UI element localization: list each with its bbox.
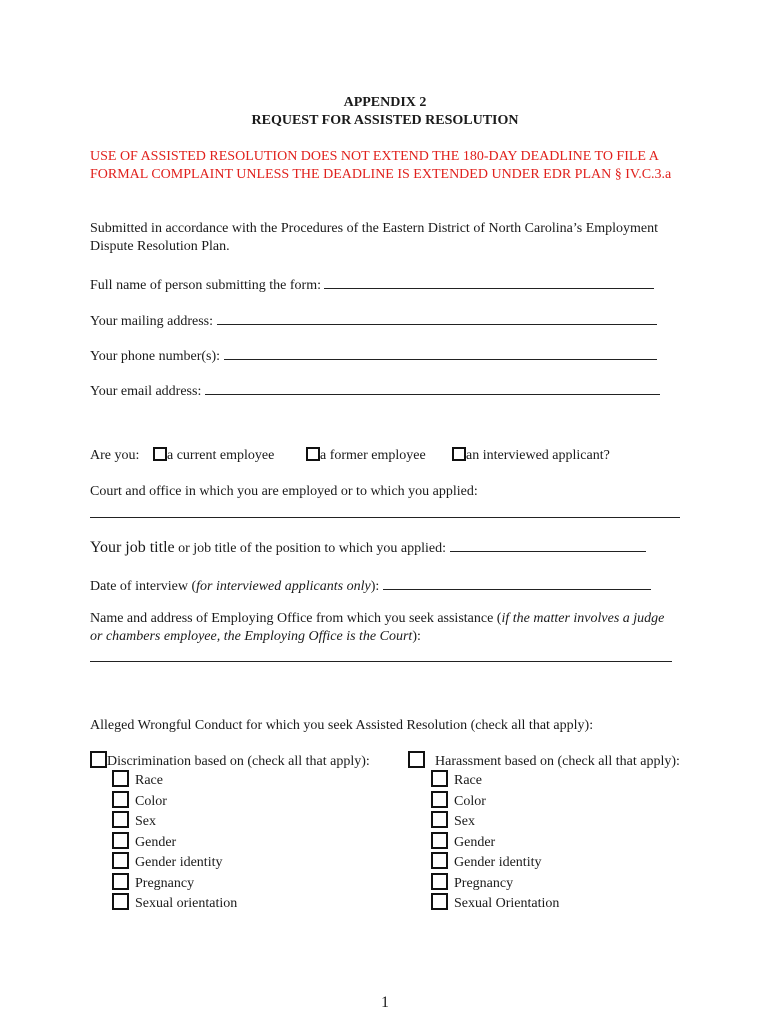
checkbox[interactable] <box>431 811 448 828</box>
harassment-item-label: Gender <box>454 834 496 850</box>
checkbox[interactable] <box>112 832 129 849</box>
email-label: Your email address: <box>90 384 202 399</box>
harassment-item-label: Pregnancy <box>454 875 514 891</box>
mailing-address-field[interactable] <box>217 310 657 325</box>
discrimination-item-sex[interactable] <box>112 811 156 832</box>
discrimination-item-sexual-orientation[interactable] <box>112 893 237 914</box>
discrimination-item-label: Sex <box>135 814 156 829</box>
court-office-label: Court and office in which you are employed or to which you applied: <box>90 484 478 499</box>
email-row <box>90 380 660 400</box>
harassment-item-label: Sexual Orientation <box>454 896 560 911</box>
discrimination-item-race[interactable] <box>112 770 163 791</box>
checkbox[interactable] <box>112 852 129 869</box>
checkbox[interactable] <box>431 893 448 910</box>
discrimination-item-gender-identity[interactable] <box>112 852 222 873</box>
discrimination-item-label: Race <box>135 773 163 788</box>
checkbox[interactable] <box>408 751 425 768</box>
page-number: 1 <box>381 994 389 1011</box>
harassment-item-label: Color <box>454 793 486 809</box>
discrimination-item-label: Pregnancy <box>135 875 195 891</box>
harassment-item-sexual-orientation[interactable] <box>431 893 559 914</box>
harassment-item-gender-identity[interactable] <box>431 852 541 873</box>
harassment-item-sex[interactable] <box>431 811 475 832</box>
discrimination-item-color[interactable] <box>112 791 167 812</box>
status-option-applicant[interactable]: an interviewed applicant? <box>452 447 610 464</box>
checkbox[interactable] <box>90 751 107 768</box>
checkbox[interactable] <box>112 811 129 828</box>
phone-row <box>90 345 657 365</box>
job-title-label-rest: or job title of the position to which you applied: <box>178 541 447 556</box>
checkbox[interactable] <box>431 832 448 849</box>
status-option-current[interactable]: a current employee <box>153 447 274 464</box>
employing-office-label: Name and address of Employing Office from which you seek assistance (if the matter involves a judge or chambers employee, the Employing Office is the Court): <box>90 611 665 644</box>
discrimination-option[interactable]: Discrimination based on (check all that apply): <box>90 751 370 770</box>
status-option-former[interactable]: a former employee <box>306 447 426 464</box>
interview-date-field[interactable] <box>383 575 651 590</box>
checkbox[interactable] <box>306 447 320 461</box>
full-name-row <box>90 274 654 294</box>
form-title: REQUEST FOR ASSISTED RESOLUTION <box>251 113 519 128</box>
interview-label-lead: Date of interview ( <box>90 579 197 594</box>
email-field[interactable] <box>205 380 660 395</box>
checkbox[interactable] <box>452 447 466 461</box>
checkbox[interactable] <box>112 893 129 910</box>
checkbox[interactable] <box>112 791 129 808</box>
discrimination-item-label: Gender identity <box>135 855 223 870</box>
harassment-item-gender[interactable] <box>431 832 495 853</box>
mailing-label: Your mailing address: <box>90 314 214 329</box>
harassment-item-race[interactable] <box>431 770 482 791</box>
discrimination-item-label: Color <box>135 793 167 809</box>
deadline-warning: USE OF ASSISTED RESOLUTION DOES NOT EXTEND THE 180-DAY DEADLINE TO FILE A FORMAL COMPLAINT UNLESS THE DEADLINE IS EXTENDED UNDER EDR PLAN § IV.C.3.a <box>90 149 672 182</box>
harassment-item-label: Sex <box>454 814 475 829</box>
conduct-heading: Alleged Wrongful Conduct for which you seek Assisted Resolution (check all that apply): <box>90 718 594 733</box>
discrimination-item-gender[interactable] <box>112 832 176 853</box>
checkbox[interactable] <box>431 791 448 808</box>
interview-label-italic: for interviewed applicants only <box>196 579 371 594</box>
phone-field[interactable] <box>224 345 657 360</box>
full-name-field[interactable] <box>324 274 654 289</box>
checkbox[interactable] <box>153 447 167 461</box>
discrimination-item-label: Gender <box>135 834 177 850</box>
interview-row <box>90 575 651 595</box>
appendix-label: APPENDIX 2 <box>343 95 427 110</box>
job-title-field[interactable] <box>450 537 646 552</box>
intro-text: Submitted in accordance with the Procedures of the Eastern District of North Carolina’s Employment Dispute Resolution Plan. <box>90 221 659 254</box>
job-title-row <box>90 537 646 557</box>
harassment-item-label: Gender identity <box>454 855 542 870</box>
checkbox[interactable] <box>112 770 129 787</box>
employing-office-field[interactable] <box>90 661 672 662</box>
discrimination-item-pregnancy[interactable] <box>112 873 194 894</box>
harassment-item-pregnancy[interactable] <box>431 873 513 894</box>
harassment-item-label: Race <box>454 773 482 788</box>
interview-label-tail: ): <box>370 579 380 594</box>
harassment-option[interactable]: Harassment based on (check all that apply): <box>408 751 680 770</box>
harassment-item-color[interactable] <box>431 791 486 812</box>
court-office-field[interactable] <box>90 517 680 518</box>
mailing-row <box>90 310 657 330</box>
checkbox[interactable] <box>112 873 129 890</box>
full-name-label: Full name of person submitting the form: <box>90 278 321 293</box>
phone-label: Your phone number(s): <box>90 349 221 364</box>
status-question: Are you: <box>90 448 140 463</box>
discrimination-item-label: Sexual orientation <box>135 896 238 911</box>
checkbox[interactable] <box>431 873 448 890</box>
checkbox[interactable] <box>431 852 448 869</box>
job-title-label-lead: Your job title <box>90 539 175 556</box>
checkbox[interactable] <box>431 770 448 787</box>
